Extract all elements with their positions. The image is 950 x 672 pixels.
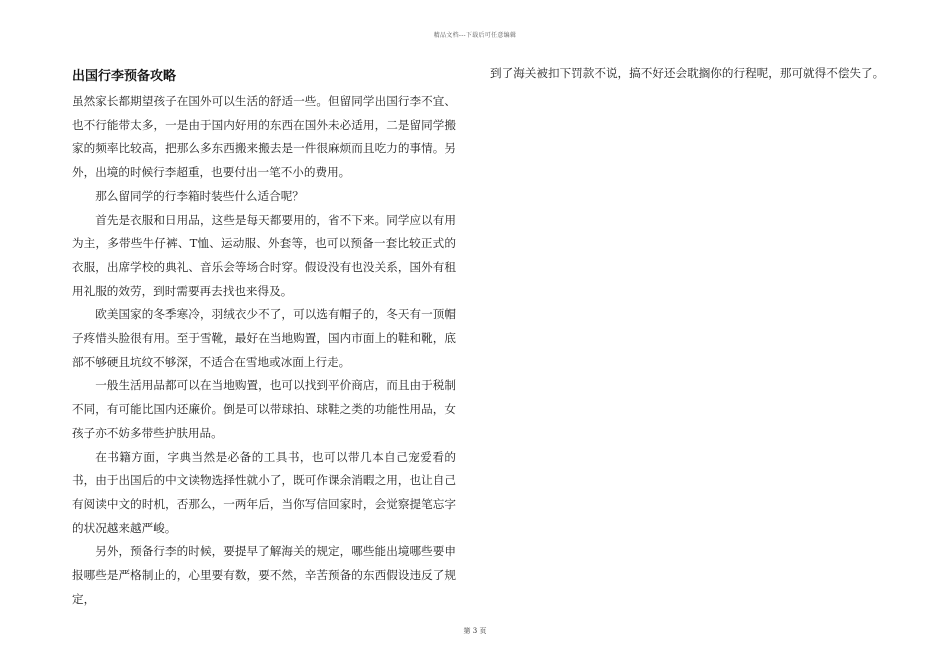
- paragraph: 另外，预备行李的时候，要提早了解海关的规定，哪些能出境哪些要申报哪些是严格制止的，心里要有数，要不然，辛苦预备的东西假设违反了规定，: [72, 544, 456, 606]
- paragraph: 在书籍方面，字典当然是必备的工具书，也可以带几本自己宠爱看的书，由于出国后的中文读物选择性就小了，既可作课余消暇之用，也让自己有阅读中文的时机，否那么，一两年后，当你写信回家时，会觉察提笔忘字的状况越来越严峻。: [72, 449, 456, 535]
- page-header: 精品文档---下载后可任意编辑: [433, 32, 517, 39]
- paragraph: 虽然家长都期望孩子在国外可以生活的舒适一些。但留同学出国行李不宜、也不行能带太多，一是由于国内好用的东西在国外未必适用，二是留同学搬家的频率比较高，把那么多东西搬来搬去是一件很麻烦而且吃力的事情。另外，出境的时候行李超重，也要付出一笔不小的费用。: [72, 94, 456, 180]
- left-column: [72, 66, 456, 611]
- right-column: [490, 62, 890, 86]
- paragraph: 欧美国家的冬季寒冷，羽绒衣少不了，可以选有帽子的，冬天有一顶帽子疼惜头脸很有用。至于雪靴，最好在当地购置，国内市面上的鞋和靴，底部不够硬且坑纹不够深，不适合在雪地或冰面上行走。: [72, 307, 456, 369]
- paragraph-continuation: 到了海关被扣下罚款不说，搞不好还会耽搁你的行程呢，那可就得不偿失了。: [490, 66, 885, 80]
- paragraph: 首先是衣服和日用品，这些是每天都要用的，省不下来。同学应以有用为主，多带些牛仔裤、T恤、运动服、外套等，也可以预备一套比较正式的衣服，出席学校的典礼、音乐会等场合时穿。假设没有也没关系，国外有租用礼服的效劳，到时需要再去找也来得及。: [72, 212, 456, 298]
- article-title: 出国行李预备攻略: [72, 69, 177, 84]
- paragraph: 一般生活用品都可以在当地购置，也可以找到平价商店，而且由于税制不同，有可能比国内还廉价。倒是可以带球拍、球鞋之类的功能性用品，女孩子亦不妨多带些护肤用品。: [72, 378, 456, 440]
- paragraph: 那么留同学的行李箱时装些什么适合呢？: [95, 188, 304, 203]
- page-number: 第 3 页: [463, 627, 487, 635]
